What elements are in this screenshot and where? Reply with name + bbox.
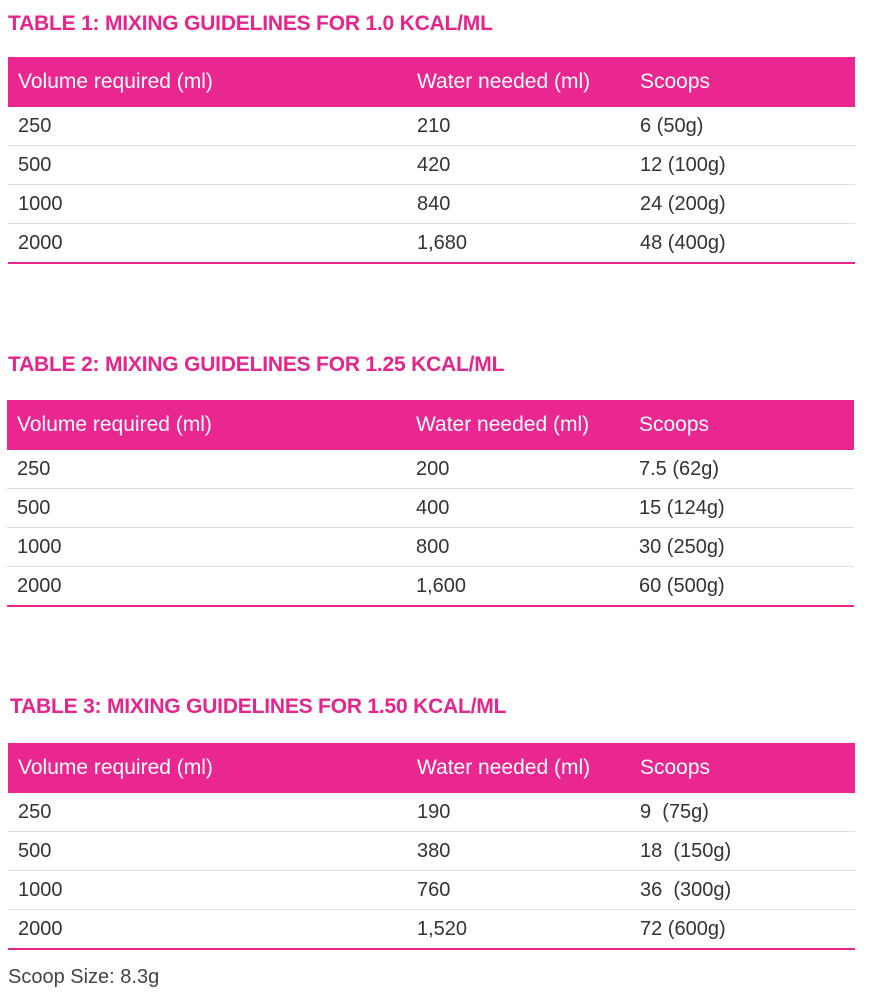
table-3 [8,743,855,950]
cell-scoops: 18 (150g) [640,840,732,862]
cell-water: 1,520 [417,918,468,940]
table-row [8,910,855,950]
table-row [8,793,855,832]
cell-water: 420 [417,154,451,176]
table-row [8,107,855,146]
cell-water: 1,680 [417,232,468,254]
table-row [8,224,855,264]
header-scoops: Scoops [640,756,711,779]
header-volume: Volume required (ml) [18,756,213,779]
header-volume: Volume required (ml) [17,413,212,436]
cell-volume: 250 [17,458,51,480]
table-row [7,450,854,489]
cell-scoops: 7.5 (62g) [639,458,720,480]
cell-volume: 1000 [17,536,62,558]
cell-scoops: 36 (300g) [640,879,732,901]
header-water: Water needed (ml) [416,413,590,436]
table-1-title: TABLE 1: MIXING GUIDELINES FOR 1.0 KCAL/ML [8,12,493,35]
header-volume: Volume required (ml) [18,70,213,93]
cell-water: 200 [416,458,450,480]
cell-scoops: 12 (100g) [640,154,726,176]
cell-scoops: 30 (250g) [639,536,725,558]
table-2 [7,400,854,607]
table-header [8,743,855,793]
table-2-title: TABLE 2: MIXING GUIDELINES FOR 1.25 KCAL/ML [8,353,505,376]
cell-volume: 500 [18,154,52,176]
table-1 [8,57,855,264]
header-scoops: Scoops [640,70,711,93]
cell-volume: 500 [18,840,52,862]
scoop-size-note: Scoop Size: 8.3g [8,966,160,988]
cell-water: 210 [417,115,451,137]
table-header [8,57,855,107]
cell-volume: 1000 [18,193,63,215]
table-3-title: TABLE 3: MIXING GUIDELINES FOR 1.50 KCAL/ML [10,695,507,718]
header-water: Water needed (ml) [417,756,591,779]
cell-water: 760 [417,879,451,901]
table-row [7,528,854,567]
table-row [7,567,854,607]
table-row [8,185,855,224]
cell-scoops: 60 (500g) [639,575,725,597]
cell-water: 380 [417,840,451,862]
header-water: Water needed (ml) [417,70,591,93]
cell-water: 840 [417,193,451,215]
cell-water: 800 [416,536,450,558]
cell-volume: 2000 [17,575,62,597]
cell-volume: 1000 [18,879,63,901]
table-row [8,146,855,185]
cell-scoops: 24 (200g) [640,193,726,215]
cell-water: 1,600 [416,575,467,597]
cell-scoops: 15 (124g) [639,497,725,519]
cell-water: 190 [417,801,451,823]
cell-scoops: 9 (75g) [640,801,709,823]
cell-scoops: 48 (400g) [640,232,726,254]
cell-volume: 250 [18,115,52,137]
table-row [7,489,854,528]
table-row [8,871,855,910]
cell-volume: 250 [18,801,52,823]
cell-scoops: 6 (50g) [640,115,704,137]
cell-volume: 2000 [18,918,63,940]
table-header [7,400,854,450]
cell-volume: 500 [17,497,51,519]
cell-scoops: 72 (600g) [640,918,726,940]
cell-water: 400 [416,497,450,519]
cell-volume: 2000 [18,232,63,254]
header-scoops: Scoops [639,413,710,436]
table-row [8,832,855,871]
